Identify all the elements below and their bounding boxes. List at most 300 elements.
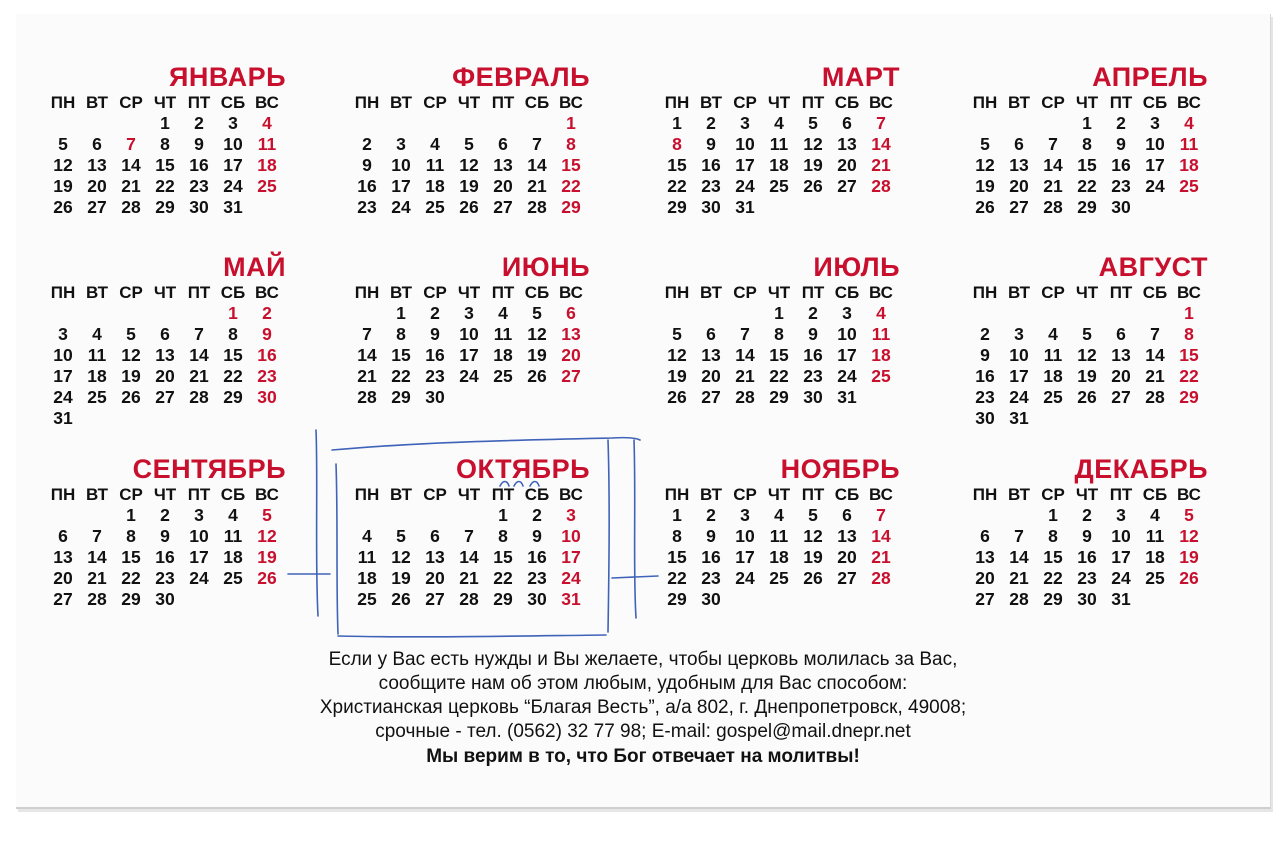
day-cell: 23 <box>803 366 823 386</box>
day-cell: 25 <box>769 176 789 196</box>
day-cell: 5 <box>1184 505 1194 525</box>
day-cell: 20 <box>1009 176 1029 196</box>
week-row <box>968 324 1208 345</box>
weekday-label: ЧТ <box>457 485 481 504</box>
day-cell: 14 <box>121 155 141 175</box>
week-row <box>46 134 286 155</box>
day-cell: 26 <box>667 387 687 407</box>
day-cell <box>452 505 486 526</box>
week-row <box>968 568 1208 589</box>
day-cell: 7 <box>1014 526 1024 546</box>
day-cell: 30 <box>1077 589 1097 609</box>
weekday-label: ПТ <box>801 283 825 302</box>
weekday-label: СБ <box>1142 485 1168 504</box>
weekday-label: СБ <box>1142 283 1168 302</box>
day-cell: 20 <box>701 366 721 386</box>
day-cell <box>350 113 384 134</box>
week-row <box>46 155 286 176</box>
day-cell: 20 <box>155 366 175 386</box>
weekday-label: ВТ <box>1007 283 1030 302</box>
day-cell: 23 <box>257 366 277 386</box>
day-cell: 6 <box>160 324 170 344</box>
day-cell <box>1138 197 1172 218</box>
day-cell <box>114 408 148 429</box>
day-cell: 19 <box>527 345 547 365</box>
day-cell: 9 <box>362 155 372 175</box>
week-row <box>660 526 900 547</box>
day-cell: 24 <box>1009 387 1029 407</box>
weekday-label: ПТ <box>801 93 825 112</box>
day-cell <box>182 408 216 429</box>
day-cell: 6 <box>842 505 852 525</box>
day-cell <box>968 113 1002 134</box>
week-row <box>46 387 286 408</box>
weekday-label: ПТ <box>187 283 211 302</box>
day-cell: 31 <box>561 589 581 609</box>
day-cell: 12 <box>391 547 411 567</box>
day-cell: 23 <box>975 387 995 407</box>
day-cell: 28 <box>87 589 107 609</box>
day-cell: 1 <box>126 505 136 525</box>
day-cell: 19 <box>53 176 73 196</box>
week-row <box>46 589 286 610</box>
day-cell: 4 <box>228 505 238 525</box>
weekday-label: ВС <box>869 283 893 302</box>
day-cell: 31 <box>1111 589 1131 609</box>
day-cell <box>80 505 114 526</box>
weekday-label: ВТ <box>1007 93 1030 112</box>
day-cell: 14 <box>1043 155 1063 175</box>
week-row <box>660 547 900 568</box>
day-cell: 22 <box>1179 366 1199 386</box>
weekday-label: ЧТ <box>1075 485 1099 504</box>
day-cell: 6 <box>566 303 576 323</box>
month-name: ЯНВАРЬ <box>169 62 286 92</box>
day-cell: 22 <box>121 568 141 588</box>
day-cell <box>46 303 80 324</box>
day-cell <box>114 113 148 134</box>
day-cell: 15 <box>1179 345 1199 365</box>
day-cell: 13 <box>1111 345 1131 365</box>
day-cell: 7 <box>362 324 372 344</box>
day-cell: 8 <box>1082 134 1092 154</box>
day-cell: 19 <box>1179 547 1199 567</box>
day-cell: 14 <box>357 345 377 365</box>
week-row <box>660 589 900 610</box>
weekday-label: СР <box>1041 485 1065 504</box>
day-cell: 10 <box>735 526 755 546</box>
day-cell: 15 <box>667 155 687 175</box>
day-cell <box>46 505 80 526</box>
day-cell: 6 <box>92 134 102 154</box>
day-cell: 4 <box>362 526 372 546</box>
day-cell: 1 <box>498 505 508 525</box>
day-cell: 20 <box>1111 366 1131 386</box>
week-row <box>350 197 590 218</box>
day-cell: 19 <box>975 176 995 196</box>
weekday-label: ПН <box>354 485 380 504</box>
week-row <box>660 324 900 345</box>
weekday-label: СБ <box>220 283 246 302</box>
day-cell: 5 <box>980 134 990 154</box>
month-block <box>660 62 900 218</box>
day-cell: 11 <box>87 345 107 365</box>
day-cell: 8 <box>126 526 136 546</box>
day-cell: 20 <box>53 568 73 588</box>
day-cell: 6 <box>706 324 716 344</box>
weekday-label: ПТ <box>1109 283 1133 302</box>
weekday-header <box>46 484 286 505</box>
day-cell <box>216 408 250 429</box>
weekday-label: СБ <box>834 93 860 112</box>
day-cell: 16 <box>1077 547 1097 567</box>
week-row <box>350 505 590 526</box>
day-cell: 12 <box>459 155 479 175</box>
day-cell: 18 <box>357 568 377 588</box>
day-cell: 17 <box>837 345 857 365</box>
day-cell: 30 <box>701 197 721 217</box>
day-cell: 3 <box>1150 113 1160 133</box>
weekday-label: СР <box>1041 93 1065 112</box>
day-cell: 14 <box>189 345 209 365</box>
day-cell: 21 <box>871 155 891 175</box>
day-cell: 27 <box>53 589 73 609</box>
week-row <box>968 197 1208 218</box>
weekday-header <box>660 282 900 303</box>
day-cell: 7 <box>1048 134 1058 154</box>
day-cell: 24 <box>53 387 73 407</box>
day-cell: 22 <box>769 366 789 386</box>
week-row <box>968 408 1208 429</box>
day-cell: 30 <box>155 589 175 609</box>
day-cell: 23 <box>527 568 547 588</box>
day-cell: 7 <box>876 505 886 525</box>
day-cell: 16 <box>1111 155 1131 175</box>
day-cell: 22 <box>667 568 687 588</box>
day-cell: 2 <box>262 303 272 323</box>
day-cell: 21 <box>527 176 547 196</box>
weekday-label: ВС <box>559 485 583 504</box>
day-cell: 20 <box>975 568 995 588</box>
day-cell: 14 <box>87 547 107 567</box>
weekday-label: ВС <box>1177 93 1201 112</box>
weekday-label: СР <box>119 485 143 504</box>
week-row <box>46 366 286 387</box>
day-cell: 29 <box>561 197 581 217</box>
day-cell: 8 <box>672 526 682 546</box>
day-cell: 30 <box>527 589 547 609</box>
weekday-label: ВС <box>559 283 583 302</box>
calendar-card <box>16 14 1271 809</box>
weekday-label: ЧТ <box>767 485 791 504</box>
week-row <box>350 366 590 387</box>
month-name: ФЕВРАЛЬ <box>452 62 590 92</box>
day-cell <box>796 197 830 218</box>
weekday-label: ПН <box>354 283 380 302</box>
day-cell <box>384 505 418 526</box>
day-cell: 3 <box>1014 324 1024 344</box>
day-cell: 18 <box>871 345 891 365</box>
weekday-label: ПН <box>972 93 998 112</box>
weekday-label: СР <box>423 93 447 112</box>
day-cell: 10 <box>1111 526 1131 546</box>
week-row <box>660 303 900 324</box>
day-cell: 26 <box>1077 387 1097 407</box>
weekday-label: ВТ <box>389 485 412 504</box>
week-row <box>660 568 900 589</box>
day-cell: 1 <box>672 505 682 525</box>
weekday-label: ЧТ <box>767 283 791 302</box>
day-cell: 1 <box>774 303 784 323</box>
day-cell <box>182 303 216 324</box>
week-row <box>350 134 590 155</box>
day-cell: 7 <box>1150 324 1160 344</box>
day-cell: 8 <box>1184 324 1194 344</box>
week-row <box>350 113 590 134</box>
month-name: ОКТЯБРЬ <box>455 454 590 484</box>
day-cell <box>1172 589 1206 610</box>
footer-line-2: сообщите нам об этом любым, удобным для Вас способом: <box>378 673 908 694</box>
week-row <box>350 568 590 589</box>
day-cell: 5 <box>126 324 136 344</box>
day-cell: 6 <box>1116 324 1126 344</box>
day-cell: 24 <box>1111 568 1131 588</box>
day-cell: 27 <box>701 387 721 407</box>
day-cell: 24 <box>561 568 581 588</box>
weekday-label: СР <box>733 283 757 302</box>
day-cell <box>762 589 796 610</box>
day-cell: 29 <box>1043 589 1063 609</box>
day-cell <box>452 113 486 134</box>
day-cell: 15 <box>667 547 687 567</box>
week-row <box>350 589 590 610</box>
day-cell <box>46 113 80 134</box>
day-cell: 18 <box>1145 547 1165 567</box>
day-cell: 17 <box>391 176 411 196</box>
day-cell: 21 <box>1145 366 1165 386</box>
day-cell <box>1002 303 1036 324</box>
day-cell: 18 <box>223 547 243 567</box>
weekday-header <box>350 484 590 505</box>
day-cell: 5 <box>808 505 818 525</box>
day-cell: 10 <box>459 324 479 344</box>
weekday-label: ЧТ <box>457 283 481 302</box>
week-row <box>46 505 286 526</box>
day-cell <box>864 197 898 218</box>
day-cell: 24 <box>223 176 243 196</box>
day-cell: 17 <box>1111 547 1131 567</box>
day-cell: 19 <box>257 547 277 567</box>
weekday-label: ВТ <box>699 93 722 112</box>
day-cell: 5 <box>396 526 406 546</box>
day-cell: 26 <box>803 568 823 588</box>
day-cell: 17 <box>223 155 243 175</box>
day-cell: 8 <box>498 526 508 546</box>
day-cell: 25 <box>493 366 513 386</box>
day-cell: 19 <box>459 176 479 196</box>
week-row <box>350 387 590 408</box>
day-cell: 18 <box>769 547 789 567</box>
month-name: АВГУСТ <box>1098 252 1208 282</box>
day-cell: 19 <box>803 155 823 175</box>
day-cell <box>1070 303 1104 324</box>
month-name: МАРТ <box>821 62 900 92</box>
week-row <box>660 113 900 134</box>
week-row <box>350 526 590 547</box>
day-cell: 1 <box>160 113 170 133</box>
day-cell: 10 <box>1009 345 1029 365</box>
day-cell: 24 <box>189 568 209 588</box>
day-cell: 13 <box>53 547 73 567</box>
day-cell <box>830 197 864 218</box>
footer-line-4: срочные - тел. (0562) 32 77 98; E-mail: gospel@mail.dnepr.net <box>375 721 911 742</box>
day-cell: 20 <box>425 568 445 588</box>
day-cell: 31 <box>837 387 857 407</box>
day-cell: 23 <box>701 176 721 196</box>
day-cell: 23 <box>189 176 209 196</box>
day-cell: 5 <box>808 113 818 133</box>
day-cell: 27 <box>1009 197 1029 217</box>
day-cell: 26 <box>121 387 141 407</box>
week-row <box>46 568 286 589</box>
month-block <box>350 62 590 218</box>
footer-text <box>16 648 1270 770</box>
day-cell <box>350 505 384 526</box>
week-row <box>350 176 590 197</box>
day-cell <box>80 408 114 429</box>
day-cell: 15 <box>155 155 175 175</box>
weekday-header <box>968 484 1208 505</box>
weekday-label: ПТ <box>1109 93 1133 112</box>
weekday-label: ЧТ <box>1075 93 1099 112</box>
day-cell <box>1036 303 1070 324</box>
day-cell: 27 <box>155 387 175 407</box>
weekday-label: ЧТ <box>457 93 481 112</box>
day-cell: 18 <box>1179 155 1199 175</box>
weekday-label: ПН <box>972 485 998 504</box>
day-cell: 12 <box>121 345 141 365</box>
day-cell: 24 <box>459 366 479 386</box>
week-row <box>46 176 286 197</box>
weekday-label: ВС <box>1177 283 1201 302</box>
weekday-header <box>350 282 590 303</box>
day-cell: 27 <box>561 366 581 386</box>
day-cell: 13 <box>837 134 857 154</box>
day-cell <box>418 505 452 526</box>
day-cell <box>1138 408 1172 429</box>
weekday-label: СБ <box>834 485 860 504</box>
day-cell: 25 <box>1145 568 1165 588</box>
day-cell: 26 <box>53 197 73 217</box>
day-cell: 21 <box>459 568 479 588</box>
weekday-label: СР <box>423 485 447 504</box>
weekday-label: ПТ <box>801 485 825 504</box>
day-cell: 28 <box>357 387 377 407</box>
day-cell: 26 <box>391 589 411 609</box>
day-cell: 24 <box>735 568 755 588</box>
day-cell: 17 <box>561 547 581 567</box>
day-cell <box>1104 408 1138 429</box>
day-cell: 17 <box>735 547 755 567</box>
day-cell: 30 <box>257 387 277 407</box>
day-cell <box>1036 113 1070 134</box>
week-row <box>350 324 590 345</box>
day-cell: 17 <box>459 345 479 365</box>
day-cell: 31 <box>223 197 243 217</box>
day-cell <box>1172 197 1206 218</box>
month-name: АПРЕЛЬ <box>1092 62 1208 92</box>
weekday-label: СР <box>733 93 757 112</box>
day-cell: 12 <box>803 526 823 546</box>
week-row <box>46 303 286 324</box>
weekday-label: ЧТ <box>1075 283 1099 302</box>
day-cell: 13 <box>837 526 857 546</box>
day-cell: 2 <box>160 505 170 525</box>
day-cell <box>728 303 762 324</box>
day-cell: 6 <box>498 134 508 154</box>
day-cell: 27 <box>975 589 995 609</box>
day-cell: 9 <box>808 324 818 344</box>
day-cell: 9 <box>706 134 716 154</box>
day-cell: 2 <box>808 303 818 323</box>
week-row <box>660 366 900 387</box>
weekday-label: ПН <box>664 93 690 112</box>
day-cell: 30 <box>975 408 995 428</box>
day-cell: 2 <box>706 505 716 525</box>
day-cell: 9 <box>430 324 440 344</box>
month-name: НОЯБРЬ <box>780 454 900 484</box>
day-cell: 24 <box>735 176 755 196</box>
day-cell <box>864 387 898 408</box>
day-cell: 27 <box>1111 387 1131 407</box>
day-cell: 29 <box>121 589 141 609</box>
day-cell: 11 <box>257 134 277 154</box>
week-row <box>46 324 286 345</box>
week-row <box>968 505 1208 526</box>
day-cell: 11 <box>357 547 377 567</box>
day-cell: 2 <box>980 324 990 344</box>
day-cell: 11 <box>223 526 243 546</box>
day-cell <box>1138 589 1172 610</box>
day-cell: 23 <box>701 568 721 588</box>
day-cell: 15 <box>769 345 789 365</box>
day-cell: 6 <box>58 526 68 546</box>
day-cell: 22 <box>1043 568 1063 588</box>
week-row <box>660 345 900 366</box>
day-cell: 23 <box>357 197 377 217</box>
day-cell: 4 <box>498 303 508 323</box>
day-cell: 18 <box>1043 366 1063 386</box>
day-cell: 28 <box>1009 589 1029 609</box>
weekday-label: СБ <box>524 485 550 504</box>
day-cell: 25 <box>357 589 377 609</box>
day-cell: 21 <box>1043 176 1063 196</box>
day-cell: 9 <box>706 526 716 546</box>
day-cell: 27 <box>493 197 513 217</box>
day-cell: 7 <box>532 134 542 154</box>
weekday-label: ВТ <box>389 283 412 302</box>
weekday-label: СБ <box>1142 93 1168 112</box>
day-cell: 13 <box>493 155 513 175</box>
day-cell: 28 <box>121 197 141 217</box>
day-cell: 12 <box>803 134 823 154</box>
day-cell: 23 <box>1077 568 1097 588</box>
day-cell: 12 <box>1179 526 1199 546</box>
day-cell <box>250 589 284 610</box>
month-name: ДЕКАБРЬ <box>1074 454 1208 484</box>
week-row <box>660 155 900 176</box>
day-cell: 1 <box>396 303 406 323</box>
